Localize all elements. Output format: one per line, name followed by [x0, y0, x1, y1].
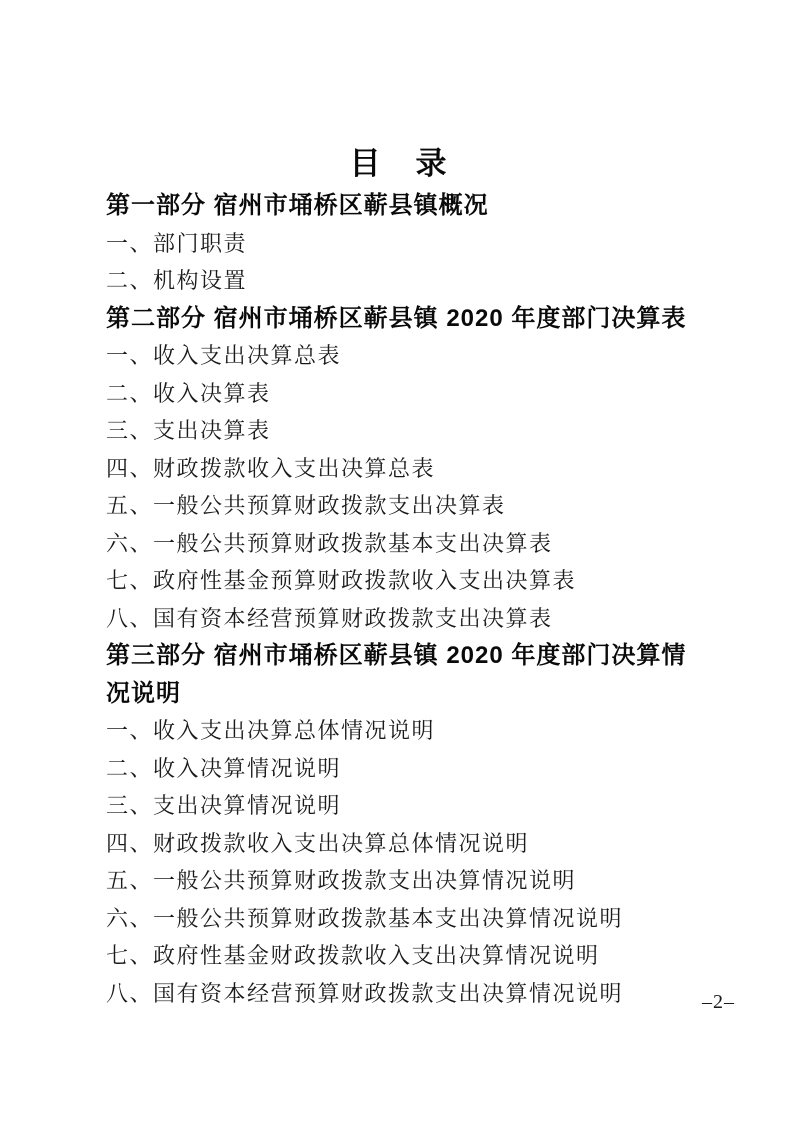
toc-item: 二、收入决算表	[106, 380, 271, 406]
toc-item: 一、收入支出决算总表	[106, 343, 342, 368]
section-2-heading: 第二部分 宿州市埇桥区蕲县镇 2020 年度部门决算表	[106, 304, 687, 332]
toc-item: 一、收入支出决算总体情况说明	[106, 718, 436, 743]
toc-item: 五、一般公共预算财政拨款支出决算情况说明	[106, 868, 577, 893]
section-3-heading: 第三部分 宿州市埇桥区蕲县镇 2020 年度部门决算情况说明	[106, 642, 687, 707]
toc-item: 二、收入决算情况说明	[106, 755, 342, 781]
toc-item: 五、一般公共预算财政拨款支出决算表	[106, 493, 506, 518]
toc-content	[106, 141, 692, 1012]
toc-item: 四、财政拨款收入支出决算总体情况说明	[106, 830, 530, 856]
section-1-heading: 第一部分 宿州市埇桥区蕲县镇概况	[106, 192, 489, 219]
toc-item: 八、国有资本经营预算财政拨款支出决算情况说明	[106, 980, 624, 1006]
toc-item: 二、机构设置	[106, 268, 248, 293]
toc-item: 三、支出决算表	[106, 418, 271, 443]
toc-item: 八、国有资本经营预算财政拨款支出决算表	[106, 605, 553, 631]
toc-item: 一、部门职责	[106, 230, 248, 256]
toc-item: 三、支出决算情况说明	[106, 793, 342, 818]
toc-item: 七、政府性基金财政拨款收入支出决算情况说明	[106, 943, 600, 968]
toc-item: 七、政府性基金预算财政拨款收入支出决算表	[106, 568, 577, 593]
page-number: –2–	[702, 991, 735, 1013]
toc-item: 六、一般公共预算财政拨款基本支出决算情况说明	[106, 905, 624, 931]
toc-item: 六、一般公共预算财政拨款基本支出决算表	[106, 530, 553, 556]
page-title: 目 录	[349, 146, 449, 181]
toc-item: 四、财政拨款收入支出决算总表	[106, 455, 436, 481]
